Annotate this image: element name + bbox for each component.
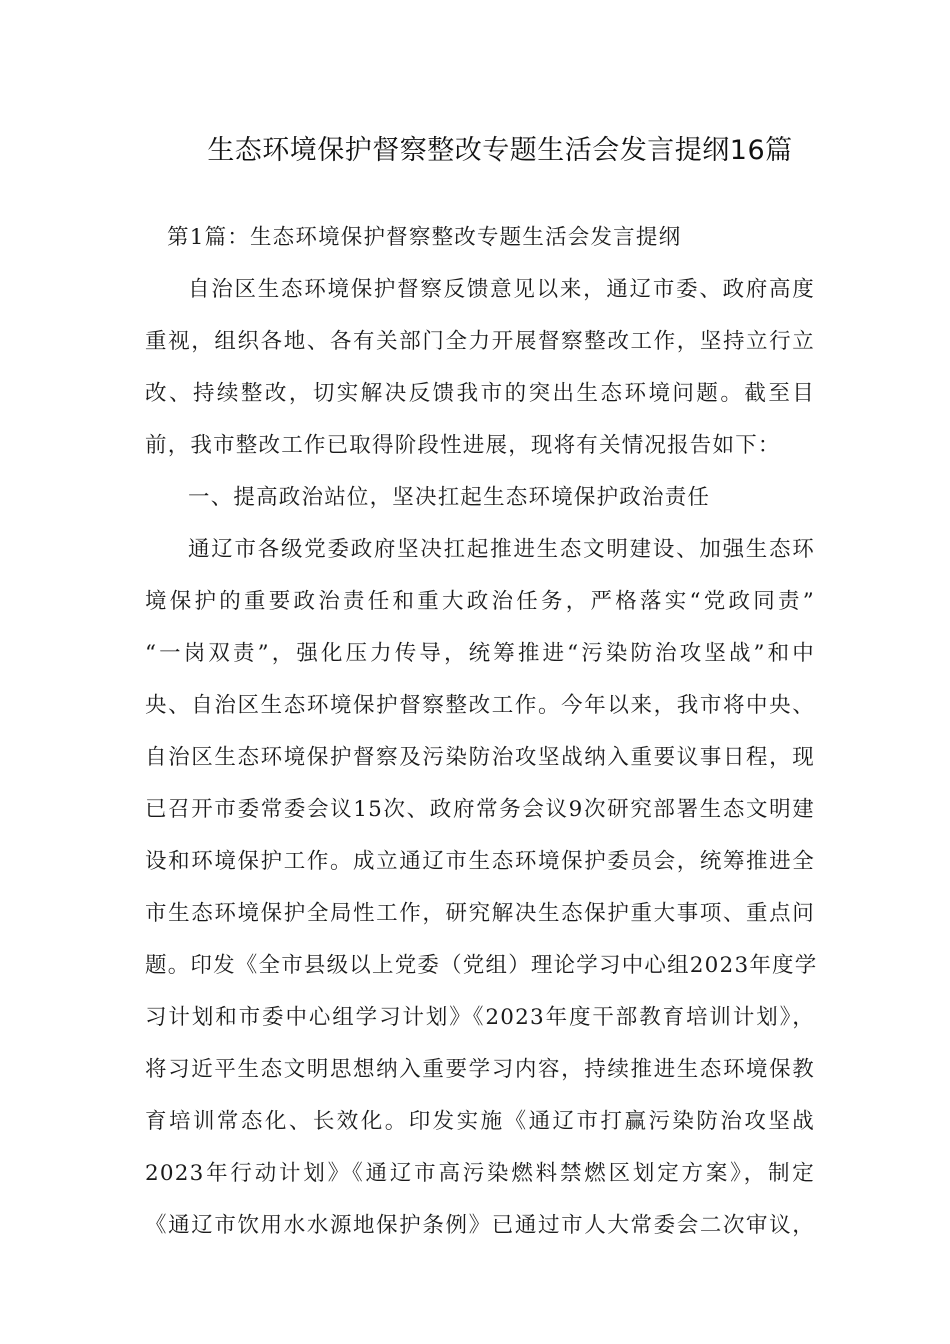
paragraph-line: 央、自治区生态环境保护督察整改工作。今年以来，我市将中央、 <box>145 693 815 718</box>
paragraph-line: 改、持续整改，切实解决反馈我市的突出生态环境问题。截至目 <box>145 381 815 406</box>
paragraph-line: 自治区生态环境保护督察反馈意见以来，通辽市委、政府高度 <box>188 277 815 302</box>
paragraph-line: 设和环境保护工作。成立通辽市生态环境保护委员会，统筹推进全 <box>145 849 815 874</box>
paragraph-line: 将习近平生态文明思想纳入重要学习内容，持续推进生态环境保教 <box>145 1057 815 1082</box>
section-heading: 一、提高政治站位，坚决扛起生态环境保护政治责任 <box>188 485 711 510</box>
paragraph-line: 通辽市各级党委政府坚决扛起推进生态文明建设、加强生态环 <box>188 537 815 562</box>
paragraph-line: 2023年行动计划》《通辽市高污染燃料禁燃区划定方案》，制定 <box>145 1161 815 1186</box>
paragraph-line: 自治区生态环境保护督察及污染防治攻坚战纳入重要议事日程，现 <box>145 745 815 770</box>
paragraph-line: 习计划和市委中心组学习计划》《2023年度干部教育培训计划》， <box>145 1005 815 1030</box>
document-body <box>145 212 818 1252</box>
paragraph-line: 市生态环境保护全局性工作，研究解决生态保护重大事项、重点问 <box>145 901 815 926</box>
paragraph-line: “一岗双责”，强化压力传导，统筹推进“污染防治攻坚战”和中 <box>145 641 815 666</box>
paragraph-line: 题。印发《全市县级以上党委（党组）理论学习中心组2023年度学 <box>145 953 818 978</box>
paragraph-line: 前，我市整改工作已取得阶段性进展，现将有关情况报告如下： <box>145 433 781 458</box>
paragraph-line: 育培训常态化、长效化。印发实施《通辽市打赢污染防治攻坚战 <box>145 1109 815 1134</box>
paragraph-line: 重视，组织各地、各有关部门全力开展督察整改工作，坚持立行立 <box>145 329 815 354</box>
paragraph-line: 境保护的重要政治责任和重大政治任务，严格落实“党政同责” <box>145 589 815 614</box>
paragraph-line: 《通辽市饮用水水源地保护条例》已通过市人大常委会二次审议， <box>145 1213 815 1238</box>
chapter-heading: 第1篇：生态环境保护督察整改专题生活会发言提纲 <box>167 225 682 250</box>
paragraph-line: 已召开市委常委会议15次、政府常务会议9次研究部署生态文明建 <box>145 797 815 822</box>
document-title: 生态环境保护督察整改专题生活会发言提纲16篇 <box>207 135 793 166</box>
